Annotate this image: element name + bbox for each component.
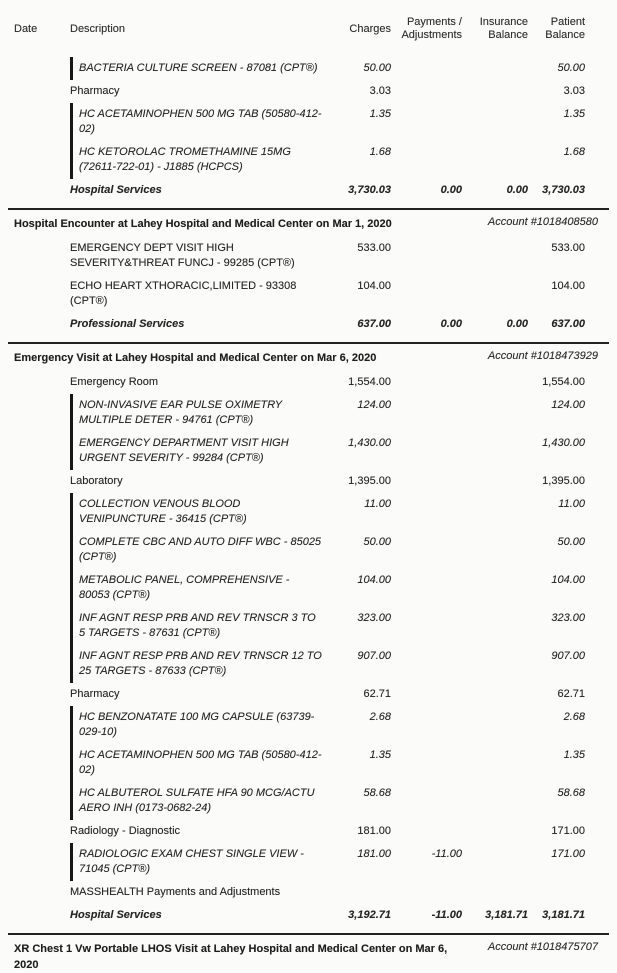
description-cell: COMPLETE CBC AND AUTO DIFF WBC - 85025 (CPT®) [79,536,322,563]
charge-subitem-row [14,744,585,782]
insurance-balance-cell [462,885,528,886]
insurance-balance-cell [462,398,528,399]
column-header-insurance-balance [462,16,528,42]
date-cell [14,183,70,184]
insurance-balance-cell [462,375,528,376]
insurance-balance-cell [462,436,528,437]
column-header-patient-line1: Patient [550,16,585,28]
charges-cell: 181.00 [357,825,391,837]
section-total-row [14,179,585,202]
payments-adjustments-cell [391,649,462,650]
patient-balance-cell: 907.00 [551,650,585,662]
date-cell [14,436,70,437]
insurance-balance-cell [462,748,528,749]
insurance-balance-cell: 0.00 [506,184,528,196]
payments-adjustments-cell [391,687,462,688]
insurance-balance-cell [462,241,528,242]
charge-category-row [14,80,585,103]
insurance-balance-cell: 3,181.71 [485,909,528,921]
charge-subitem-row [14,782,585,820]
date-cell [14,398,70,399]
charges-cell: 1.35 [369,108,391,120]
payments-adjustments-cell [391,611,462,612]
charge-category-row [14,470,585,493]
date-cell [14,84,70,85]
description-cell: HC KETOROLAC TROMETHAMINE 15MG (72611-722-01) - J1885 (HCPCS) [79,146,291,173]
column-header-charges: Charges [349,22,391,35]
insurance-balance-cell [462,107,528,108]
insurance-balance-cell [462,847,528,848]
payments-adjustments-cell [391,398,462,399]
column-header-patient-balance [528,16,585,42]
payments-adjustments-cell [391,885,462,886]
charge-subitem-row [14,394,585,432]
charges-cell: 1,430.00 [348,437,391,449]
service-item-row [14,237,585,275]
charges-cell: 533.00 [357,242,391,254]
patient-balance-cell: 1.35 [563,108,585,120]
account-number: Account #1018473929 [487,350,598,362]
section-header [14,216,598,232]
date-cell [14,847,70,848]
date-cell [14,497,70,498]
patient-balance-cell: 62.71 [557,688,585,700]
payments-adjustments-cell [391,375,462,376]
date-cell [14,474,70,475]
date-cell [14,649,70,650]
insurance-balance-cell: 0.00 [506,318,528,330]
charges-cell: 181.00 [357,848,391,860]
insurance-balance-cell [462,786,528,787]
charges-cell: 1,554.00 [348,376,391,388]
insurance-balance-cell [462,279,528,280]
patient-balance-cell: 1,554.00 [542,376,585,388]
date-cell [14,687,70,688]
description-cell: Hospital Services [70,909,162,921]
insurance-balance-cell [462,497,528,498]
charge-subitem-row [14,141,585,179]
insurance-balance-cell [462,573,528,574]
billing-section [14,208,598,336]
charge-subitem-row [14,843,585,881]
adjustment-note-row [14,881,585,904]
payments-adjustments-cell: 0.00 [440,184,462,196]
description-cell: Laboratory [70,475,123,487]
patient-balance-cell: 50.00 [557,536,585,548]
charges-cell: 3.03 [369,85,391,97]
section-header [14,350,598,366]
payments-adjustments-cell [391,497,462,498]
charge-category-row [14,371,585,394]
service-item-row [14,275,585,313]
insurance-balance-cell [462,611,528,612]
patient-balance-cell: 3.03 [563,85,585,97]
insurance-balance-cell [462,474,528,475]
patient-balance-cell [528,885,585,886]
charges-cell: 104.00 [357,574,391,586]
date-cell [14,317,70,318]
insurance-balance-cell [462,84,528,85]
patient-balance-cell: 323.00 [551,612,585,624]
date-cell [14,107,70,108]
column-header-patient-line2: Balance [545,29,585,41]
description-cell: INF AGNT RESP PRB AND REV TRNSCR 12 TO 25 TARGETS - 87633 (CPT®) [79,650,322,677]
description-cell: EMERGENCY DEPT VISIT HIGH SEVERITY&THREAT FUNCJ - 99285 (CPT®) [70,242,295,269]
patient-balance-cell: 1,430.00 [542,437,585,449]
description-cell: HC BENZONATATE 100 MG CAPSULE (63739-029-10) [79,711,315,738]
charges-cell: 62.71 [363,688,391,700]
payments-adjustments-cell [391,84,462,85]
patient-balance-cell: 50.00 [557,62,585,74]
description-cell: Radiology - Diagnostic [70,825,181,837]
description-cell: BACTERIA CULTURE SCREEN - 87081 (CPT®) [79,62,318,74]
description-cell: ECHO HEART XTHORACIC,LIMITED - 93308 (CPT®) [70,280,297,307]
description-cell: Pharmacy [70,688,120,700]
section-title: Emergency Visit at Lahey Hospital and Medical Center on Mar 6, 2020 [14,352,377,364]
section-header [14,941,598,973]
payments-adjustments-cell [391,535,462,536]
description-cell: HC ACETAMINOPHEN 500 MG TAB (50580-412-02) [79,108,322,135]
payments-adjustments-cell [391,474,462,475]
column-header-payments-adjustments [391,16,462,42]
payments-adjustments-cell [391,710,462,711]
billing-sections [14,57,598,973]
section-total-row [14,313,585,336]
table-header-row [14,8,585,57]
date-cell [14,279,70,280]
charges-cell: 323.00 [357,612,391,624]
payments-adjustments-cell [391,107,462,108]
section-title: Hospital Encounter at Lahey Hospital and Medical Center on Mar 1, 2020 [14,218,392,230]
payments-adjustments-cell: -11.00 [431,848,462,860]
charges-cell: 2.68 [369,711,391,723]
payments-adjustments-cell: 0.00 [440,318,462,330]
payments-adjustments-cell [391,748,462,749]
date-cell [14,61,70,62]
insurance-balance-cell [462,824,528,825]
patient-balance-cell: 171.00 [551,825,585,837]
patient-balance-cell: 1.68 [563,146,585,158]
charge-subitem-row [14,531,585,569]
charge-subitem-row [14,706,585,744]
patient-balance-cell: 124.00 [551,399,585,411]
patient-balance-cell: 11.00 [558,498,585,510]
section-divider [8,342,609,344]
patient-balance-cell: 104.00 [551,280,585,292]
payments-adjustments-cell [391,436,462,437]
charges-cell: 907.00 [357,650,391,662]
section-divider [8,208,609,210]
billing-section [14,57,585,202]
column-header-insurance-line2: Balance [488,29,528,41]
charges-cell [330,885,391,886]
payments-adjustments-cell [391,824,462,825]
date-cell [14,241,70,242]
section-total-row [14,904,585,927]
patient-balance-cell: 171.00 [551,848,585,860]
payments-adjustments-cell [391,573,462,574]
patient-balance-cell: 1.35 [563,749,585,761]
insurance-balance-cell [462,145,528,146]
description-cell: INF AGNT RESP PRB AND REV TRNSCR 3 TO 5 TARGETS - 87631 (CPT®) [79,612,316,639]
column-header-description: Description [70,22,126,35]
patient-balance-cell: 1,395.00 [542,475,585,487]
description-cell: MASSHEALTH Payments and Adjustments [70,886,281,898]
charges-cell: 50.00 [363,536,391,548]
column-header-date: Date [14,22,38,35]
charge-subitem-row [14,432,585,470]
column-header-payments-line1: Payments / [406,16,462,28]
charges-cell: 3,192.71 [348,909,391,921]
description-cell: METABOLIC PANEL, COMPREHENSIVE - 80053 (CPT®) [79,574,290,601]
payments-adjustments-cell: -11.00 [431,909,462,921]
insurance-balance-cell [462,649,528,650]
description-cell: HC ALBUTEROL SULFATE HFA 90 MCG/ACTU AERO INH (0173-0682-24) [79,787,315,814]
charge-category-row [14,683,585,706]
date-cell [14,824,70,825]
description-cell: Professional Services [70,318,185,330]
charges-cell: 58.68 [363,787,391,799]
payments-adjustments-cell [391,145,462,146]
description-cell: Hospital Services [70,184,162,196]
date-cell [14,786,70,787]
charge-category-row [14,820,585,843]
account-number: Account #1018408580 [487,216,598,228]
insurance-balance-cell [462,535,528,536]
patient-balance-cell: 3,181.71 [542,909,585,921]
insurance-balance-cell [462,687,528,688]
date-cell [14,885,70,886]
billing-section [14,342,598,927]
charges-cell: 50.00 [363,62,391,74]
charges-cell: 1.35 [369,749,391,761]
date-cell [14,145,70,146]
patient-balance-cell: 637.00 [551,318,585,330]
charge-subitem-row [14,57,585,80]
charges-cell: 3,730.03 [348,184,391,196]
payments-adjustments-cell [391,241,462,242]
description-cell: Pharmacy [70,85,120,97]
charge-subitem-row [14,607,585,645]
billing-section [14,933,598,973]
patient-balance-cell: 533.00 [551,242,585,254]
date-cell [14,375,70,376]
description-cell: NON-INVASIVE EAR PULSE OXIMETRY MULTIPLE DETER - 94761 (CPT®) [79,399,282,426]
patient-balance-cell: 58.68 [557,787,585,799]
date-cell [14,748,70,749]
patient-balance-cell: 104.00 [551,574,585,586]
charges-cell: 1.68 [369,146,391,158]
column-header-insurance-line1: Insurance [479,16,528,28]
charges-cell: 1,395.00 [348,475,391,487]
patient-balance-cell: 2.68 [563,711,585,723]
payments-adjustments-cell [391,61,462,62]
insurance-balance-cell [462,61,528,62]
date-cell [14,535,70,536]
charge-subitem-row [14,493,585,531]
account-number: Account #1018475707 [487,941,598,953]
charges-cell: 637.00 [357,318,391,330]
date-cell [14,611,70,612]
patient-balance-cell: 3,730.03 [542,184,585,196]
description-cell: COLLECTION VENOUS BLOOD VENIPUNCTURE - 36415 (CPT®) [79,498,247,525]
charge-subitem-row [14,103,585,141]
payments-adjustments-cell [391,786,462,787]
section-title: XR Chest 1 Vw Portable LHOS Visit at Lahey Hospital and Medical Center on Mar 6, 2020 [14,943,448,971]
date-cell [14,710,70,711]
description-cell: HC ACETAMINOPHEN 500 MG TAB (50580-412-02) [79,749,322,776]
column-header-payments-line2: Adjustments [401,29,462,41]
charges-cell: 11.00 [364,498,391,510]
payments-adjustments-cell [391,279,462,280]
charges-cell: 104.00 [357,280,391,292]
section-divider [8,933,609,935]
date-cell [14,573,70,574]
description-cell: EMERGENCY DEPARTMENT VISIT HIGH URGENT SEVERITY - 99284 (CPT®) [79,437,289,464]
charge-subitem-row [14,645,585,683]
date-cell [14,908,70,909]
insurance-balance-cell [462,710,528,711]
charge-subitem-row [14,569,585,607]
charges-cell: 124.00 [357,399,391,411]
description-cell: Emergency Room [70,376,159,388]
description-cell: RADIOLOGIC EXAM CHEST SINGLE VIEW - 71045 (CPT®) [79,848,304,875]
